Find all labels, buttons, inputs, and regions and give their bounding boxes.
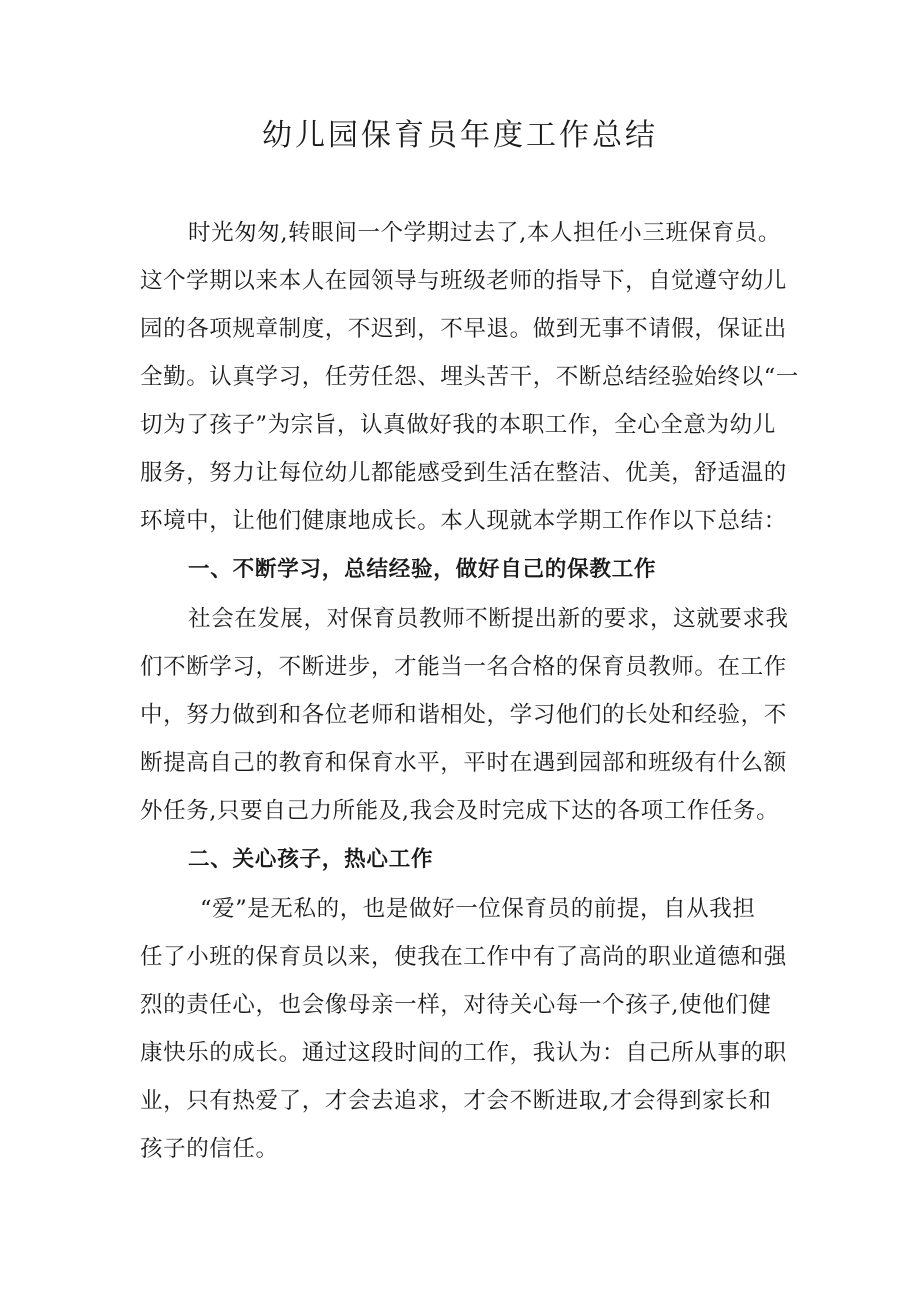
section-heading-2: 二、关心孩子，热心工作	[188, 847, 434, 872]
paragraph-line: 时光匆匆,转眼间一个学期过去了,本人担任小三班保育员。	[188, 220, 782, 246]
paragraph-line: 切为了孩子”为宗旨，认真做好我的本职工作，全心全意为幼儿	[140, 412, 776, 438]
paragraph-line: 断提高自己的教育和保育水平，平时在遇到园部和班级有什么额	[140, 750, 787, 776]
paragraph-line: 任了小班的保育员以来，使我在工作中有了高尚的职业道德和强	[140, 944, 787, 970]
paragraph-line: 环境中，让他们健康地成长。本人现就本学期工作作以下总结：	[140, 508, 787, 534]
paragraph-line: “爱”是无私的，也是做好一位保育员的前提，自从我担	[200, 896, 756, 922]
paragraph-line: 社会在发展，对保育员教师不断提出新的要求，这就要求我	[188, 606, 789, 632]
paragraph-line: 园的各项规章制度，不迟到，不早退。做到无事不请假，保证出	[140, 316, 787, 342]
section-heading-1: 一、不断学习，总结经验，做好自己的保教工作	[188, 557, 657, 582]
document-title: 幼儿园保育员年度工作总结	[262, 118, 658, 153]
paragraph-line: 中，努力做到和各位老师和谐相处，学习他们的长处和经验，不	[140, 702, 787, 728]
paragraph-line: 全勤。认真学习，任劳任怨、埋头苦干，不断总结经验始终以“一	[140, 364, 799, 390]
paragraph-line: 康快乐的成长。通过这段时间的工作，我认为：自己所从事的职	[140, 1040, 787, 1066]
paragraph-line: 业，只有热爱了，才会去追求，才会不断进取,才会得到家长和	[140, 1088, 772, 1114]
paragraph-line: 这个学期以来本人在园领导与班级老师的指导下，自觉遵守幼儿	[140, 268, 787, 294]
paragraph-line: 孩子的信任。	[140, 1136, 279, 1162]
paragraph-line: 服务，努力让每位幼儿都能感受到生活在整洁、优美，舒适温的	[140, 460, 787, 486]
paragraph-line: 烈的责任心，也会像母亲一样，对待关心每一个孩子,使他们健	[140, 992, 772, 1018]
paragraph-line: 们不断学习，不断进步，才能当一名合格的保育员教师。在工作	[140, 654, 787, 680]
paragraph-line: 外任务,只要自己力所能及,我会及时完成下达的各项工作任务。	[140, 798, 780, 824]
